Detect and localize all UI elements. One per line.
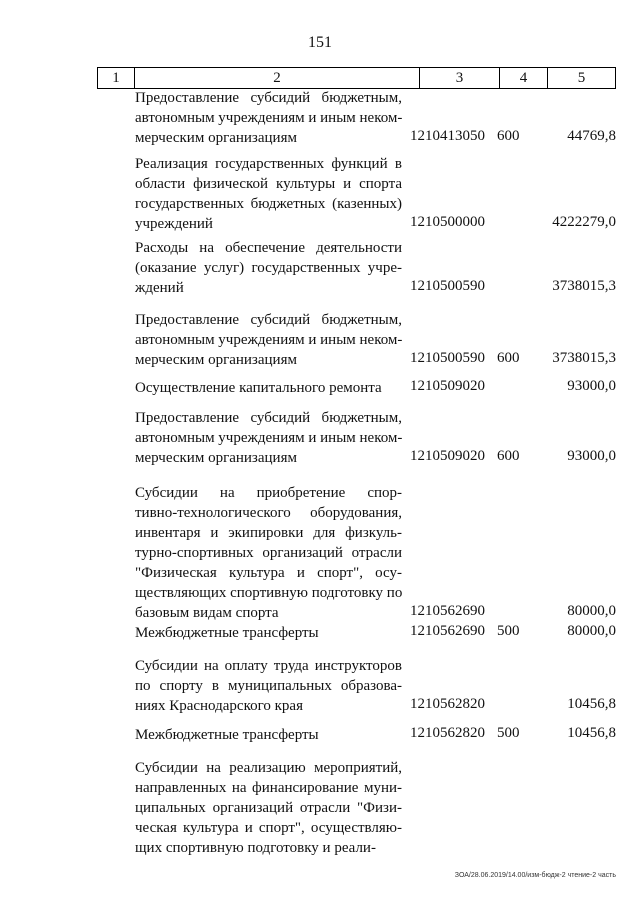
description-line: учреждений	[135, 216, 213, 232]
row-description	[135, 725, 402, 745]
description-line: Осуществление капитального ремонта	[135, 380, 382, 396]
description-line: Предоставление субсидий бюджетным,	[135, 410, 402, 426]
page-number: 151	[308, 34, 332, 51]
description-line: ществляющих спортивную подготовку по	[135, 585, 403, 601]
row-sum: 10456,8	[567, 696, 616, 712]
row-code: 1210413050	[410, 128, 485, 144]
header-col-4: 4	[500, 68, 548, 88]
row-code: 1210500590	[410, 350, 485, 366]
row-kvr: 600	[497, 128, 520, 144]
description-line: по спорту в муниципальных образова-	[135, 678, 402, 694]
description-line: Расходы на обеспечение деятельности	[135, 240, 402, 256]
row-description	[135, 656, 402, 716]
description-line: Межбюджетные трансферты	[135, 727, 319, 743]
row-code: 1210562690	[410, 623, 485, 639]
row-description	[135, 623, 402, 643]
row-kvr: 600	[497, 448, 520, 464]
row-sum: 4222279,0	[552, 214, 616, 230]
row-code: 1210500590	[410, 278, 485, 294]
description-line: автономным учреждениям и иным неком-	[135, 110, 403, 126]
row-sum: 80000,0	[567, 623, 616, 639]
row-code: 1210509020	[410, 378, 485, 394]
header-col-5: 5	[577, 70, 586, 86]
description-line: Реализация государственных функций в	[135, 156, 402, 172]
description-line: турно-спортивных организаций отрасли	[135, 545, 402, 561]
description-line: ниях Краснодарского края	[135, 698, 303, 714]
footer-note: ЗОА/28.06.2019/14.00/изм-бюдж-2 чтение-2 часть	[454, 872, 616, 879]
row-sum: 3738015,3	[552, 278, 616, 294]
row-description	[135, 408, 402, 468]
row-kvr: 500	[497, 725, 520, 741]
row-sum: 3738015,3	[552, 350, 616, 366]
description-line: Предоставление субсидий бюджетным,	[135, 90, 402, 106]
description-line: щих спортивную подготовку и реали-	[135, 840, 376, 856]
description-line: (оказание услуг) государственных учре-	[135, 260, 402, 276]
description-line: автономным учреждениям и иным неком-	[135, 430, 403, 446]
row-description	[135, 238, 402, 298]
table-header	[97, 67, 616, 89]
header-col-3: 3	[420, 68, 500, 88]
row-code: 1210500000	[410, 214, 485, 230]
description-line: тивно-технологического оборудования,	[135, 505, 402, 521]
row-description	[135, 378, 402, 398]
description-line: мерческим организациям	[135, 450, 297, 466]
description-line: базовым видам спорта	[135, 605, 279, 621]
row-sum: 80000,0	[567, 603, 616, 619]
description-line: ципальных организаций отрасли "Физи-	[135, 800, 402, 816]
row-kvr: 500	[497, 623, 520, 639]
row-description	[135, 88, 402, 148]
row-code: 1210562690	[410, 603, 485, 619]
description-line: Субсидии на приобретение спор-	[135, 485, 402, 501]
row-sum: 10456,8	[567, 725, 616, 741]
description-line: Межбюджетные трансферты	[135, 625, 319, 641]
row-description	[135, 483, 402, 623]
row-description	[135, 154, 402, 234]
row-code: 1210562820	[410, 725, 485, 741]
row-sum: 44769,8	[567, 128, 616, 144]
description-line: направленных на финансирование муни-	[135, 780, 402, 796]
row-kvr: 600	[497, 350, 520, 366]
description-line: области физической культуры и спорта	[135, 176, 402, 192]
row-sum: 93000,0	[567, 378, 616, 394]
description-line: ждений	[135, 280, 184, 296]
row-description	[135, 310, 402, 370]
row-code: 1210562820	[410, 696, 485, 712]
header-col-1: 1	[98, 68, 135, 88]
description-line: ческая культура и спорт", осуществляю-	[135, 820, 402, 836]
description-line: Субсидии на оплату труда инструкторов	[135, 658, 402, 674]
description-line: мерческим организациям	[135, 130, 297, 146]
row-code: 1210509020	[410, 448, 485, 464]
description-line: "Физическая культура и спорт", осу-	[135, 565, 402, 581]
description-line: государственных бюджетных (казенных)	[135, 196, 402, 212]
row-sum: 93000,0	[567, 448, 616, 464]
header-col-2: 2	[135, 68, 420, 88]
description-line: мерческим организациям	[135, 352, 297, 368]
description-line: Субсидии на реализацию мероприятий,	[135, 760, 402, 776]
description-line: Предоставление субсидий бюджетным,	[135, 312, 402, 328]
row-description	[135, 758, 402, 858]
description-line: автономным учреждениям и иным неком-	[135, 332, 403, 348]
description-line: инвентаря и экипировки для физкуль-	[135, 525, 402, 541]
